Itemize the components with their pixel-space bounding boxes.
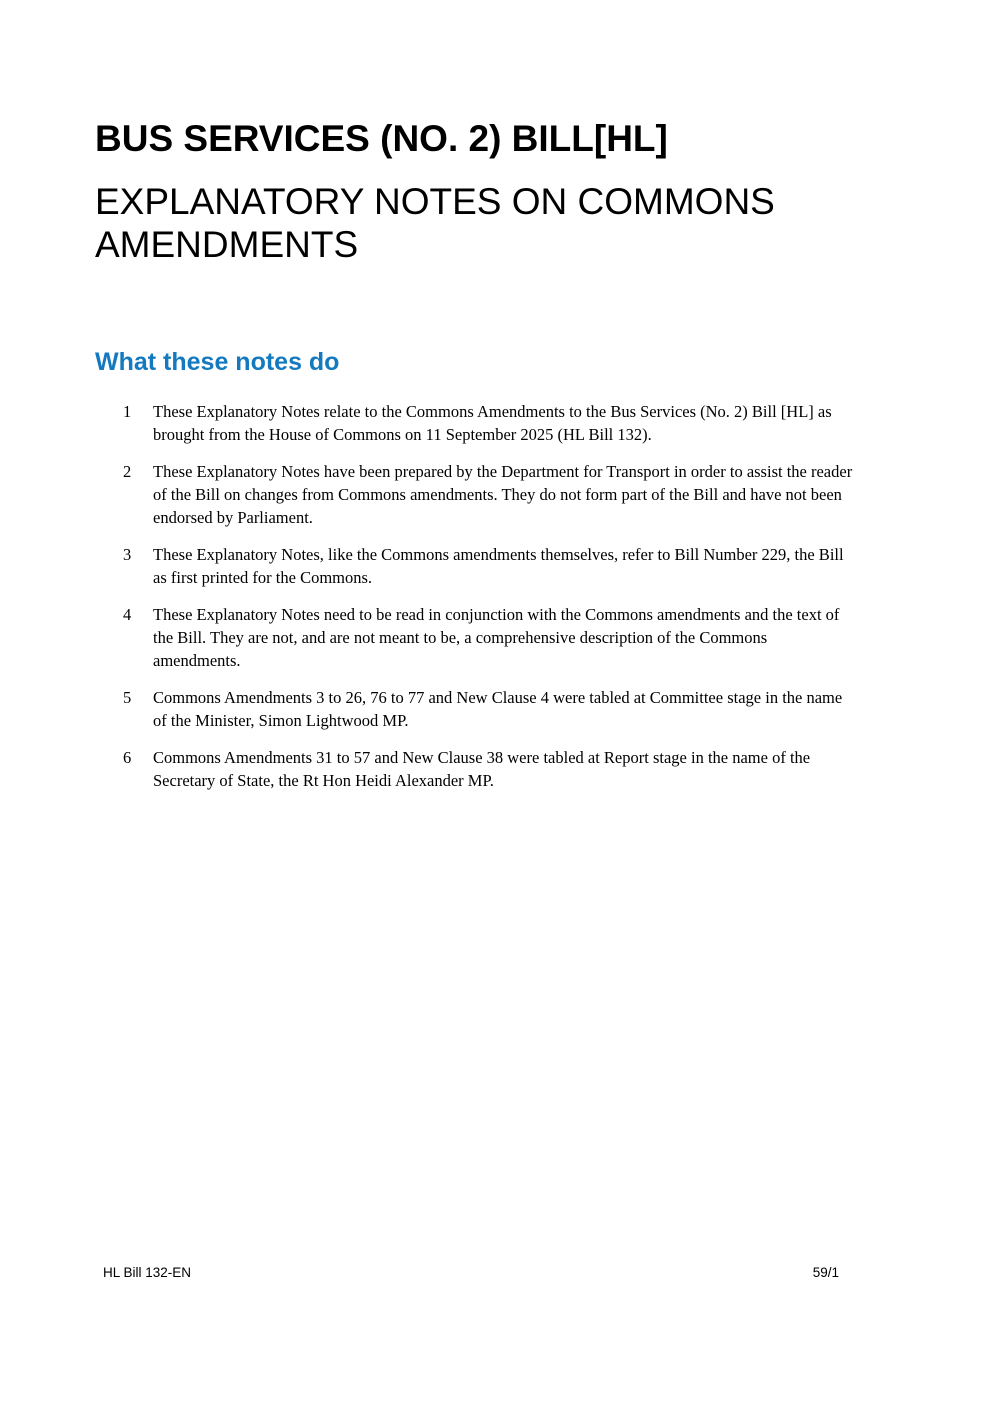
paragraph-number: 4 <box>123 605 132 624</box>
paragraph-text: Commons Amendments 31 to 57 and New Clause 38 were tabled at Report stage in the name of the Secretary of State, the Rt Hon Heidi Alexander MP. <box>153 748 811 790</box>
document-header <box>95 118 896 266</box>
paragraph-text: These Explanatory Notes relate to the Commons Amendments to the Bus Services (No. 2) Bill [HL] as brought from the House of Commons on 11 September 2025 (HL Bill 132). <box>153 402 832 444</box>
numbered-paragraph <box>95 400 896 446</box>
footer-page-number: 59/1 <box>812 1265 839 1280</box>
page-footer <box>103 1264 839 1281</box>
paragraph-text: These Explanatory Notes need to be read in conjunction with the Commons amendments and the text of the Bill. They are not, and are not meant to be, a comprehensive description of the Commons amendments. <box>153 605 840 670</box>
paragraph-number: 1 <box>123 402 132 421</box>
footer-bill-reference: HL Bill 132-EN <box>103 1265 192 1280</box>
paragraph-text: These Explanatory Notes, like the Commons amendments themselves, refer to Bill Number 229, the Bill as first printed for the Commons. <box>153 545 844 587</box>
paragraph-number: 6 <box>123 748 132 767</box>
paragraph-number: 5 <box>123 688 132 707</box>
page-title: BUS SERVICES (NO. 2) BILL[HL] <box>95 118 668 159</box>
numbered-paragraph <box>95 746 896 792</box>
numbered-paragraph <box>95 603 896 672</box>
numbered-paragraph <box>95 460 896 529</box>
paragraph-text: These Explanatory Notes have been prepared by the Department for Transport in order to assist the reader of the Bill on changes from Commons amendments. They do not form part of the Bill and have not been endorsed by Parliament. <box>153 462 853 527</box>
numbered-notes-list <box>95 400 896 792</box>
paragraph-number: 2 <box>123 462 132 481</box>
paragraph-number: 3 <box>123 545 132 564</box>
numbered-paragraph <box>95 686 896 732</box>
section-heading: What these notes do <box>95 348 340 376</box>
page-subtitle: EXPLANATORY NOTES ON COMMONS AMENDMENTS <box>95 181 775 265</box>
numbered-paragraph <box>95 543 896 589</box>
paragraph-text: Commons Amendments 3 to 26, 76 to 77 and New Clause 4 were tabled at Committee stage in the name of the Minister, Simon Lightwood MP. <box>153 688 843 730</box>
